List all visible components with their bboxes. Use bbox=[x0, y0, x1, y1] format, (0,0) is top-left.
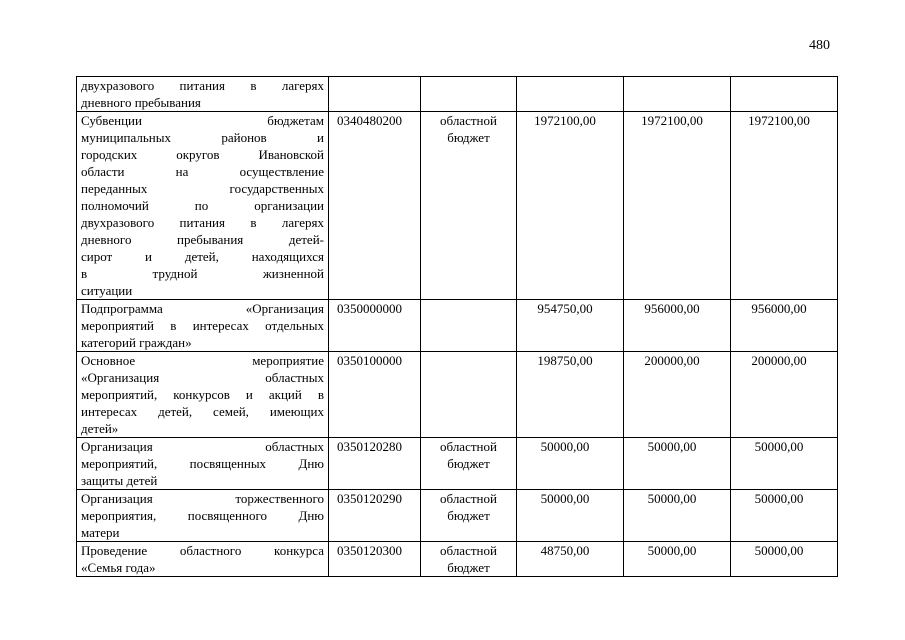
item-name-cell bbox=[77, 490, 329, 542]
item-name-cell bbox=[77, 542, 329, 577]
amount-year-2-cell: 50000,00 bbox=[624, 542, 731, 577]
item-name-line: дневного пребывания детей- bbox=[81, 232, 324, 247]
item-name-line: двухразового питания в лагерях bbox=[81, 78, 324, 93]
item-name-line: категорий граждан» bbox=[81, 335, 192, 350]
item-name-line: «Семья года» bbox=[81, 560, 156, 575]
item-name-line: матери bbox=[81, 525, 120, 540]
table-row bbox=[77, 300, 838, 352]
amount-year-3-cell: 956000,00 bbox=[731, 300, 838, 352]
budget-code-cell: 0340480200 bbox=[329, 112, 421, 300]
item-name-line: «Организация областных bbox=[81, 370, 324, 385]
amount-year-1-cell: 954750,00 bbox=[517, 300, 624, 352]
item-name-line: Организация торжественного bbox=[81, 491, 324, 506]
funding-source-line: областной bbox=[440, 113, 497, 128]
amount-year-2-cell bbox=[624, 77, 731, 112]
funding-source-line: бюджет bbox=[447, 456, 490, 471]
amount-year-3-cell: 50000,00 bbox=[731, 490, 838, 542]
amount-year-3-cell: 200000,00 bbox=[731, 352, 838, 438]
funding-source-cell bbox=[421, 542, 517, 577]
item-name-line: ситуации bbox=[81, 283, 133, 298]
funding-source-cell bbox=[421, 300, 517, 352]
funding-source-line: бюджет bbox=[447, 508, 490, 523]
item-name-cell bbox=[77, 300, 329, 352]
amount-year-1-cell bbox=[517, 77, 624, 112]
item-name-cell bbox=[77, 112, 329, 300]
item-name-line: в трудной жизненной bbox=[81, 266, 324, 281]
budget-table bbox=[76, 76, 838, 577]
item-name-line: мероприятия, посвященного Дню bbox=[81, 508, 324, 523]
item-name-line: полномочий по организации bbox=[81, 198, 324, 213]
table-row bbox=[77, 77, 838, 112]
budget-code-cell: 0350000000 bbox=[329, 300, 421, 352]
amount-year-2-cell: 1972100,00 bbox=[624, 112, 731, 300]
amount-year-2-cell: 50000,00 bbox=[624, 490, 731, 542]
budget-code-cell: 0350120300 bbox=[329, 542, 421, 577]
funding-source-cell bbox=[421, 490, 517, 542]
amount-year-3-cell: 1972100,00 bbox=[731, 112, 838, 300]
budget-code-cell bbox=[329, 77, 421, 112]
item-name-line: мероприятий в интересах отдельных bbox=[81, 318, 324, 333]
amount-year-1-cell: 1972100,00 bbox=[517, 112, 624, 300]
item-name-line: области на осуществление bbox=[81, 164, 324, 179]
table-row bbox=[77, 352, 838, 438]
funding-source-line: областной bbox=[440, 439, 497, 454]
item-name-line: мероприятий, посвященных Дню bbox=[81, 456, 324, 471]
funding-source-line: областной bbox=[440, 543, 497, 558]
item-name-line: сирот и детей, находящихся bbox=[81, 249, 324, 264]
funding-source-cell bbox=[421, 438, 517, 490]
item-name-cell bbox=[77, 352, 329, 438]
item-name-line: Организация областных bbox=[81, 439, 324, 454]
funding-source-cell bbox=[421, 77, 517, 112]
funding-source-line: областной bbox=[440, 491, 497, 506]
amount-year-2-cell: 50000,00 bbox=[624, 438, 731, 490]
item-name-line: мероприятий, конкурсов и акций в bbox=[81, 387, 324, 402]
item-name-line: защиты детей bbox=[81, 473, 158, 488]
amount-year-1-cell: 198750,00 bbox=[517, 352, 624, 438]
table-row bbox=[77, 112, 838, 300]
budget-code-cell: 0350120290 bbox=[329, 490, 421, 542]
item-name-line: интересах детей, семей, имеющих bbox=[81, 404, 324, 419]
budget-code-cell: 0350120280 bbox=[329, 438, 421, 490]
table-row bbox=[77, 438, 838, 490]
funding-source-cell bbox=[421, 112, 517, 300]
page-number: 480 bbox=[809, 38, 830, 53]
table-row bbox=[77, 542, 838, 577]
budget-table-body bbox=[77, 77, 838, 577]
table-row bbox=[77, 490, 838, 542]
amount-year-3-cell: 50000,00 bbox=[731, 542, 838, 577]
funding-source-line: бюджет bbox=[447, 560, 490, 575]
item-name-line: Субвенции бюджетам bbox=[81, 113, 324, 128]
item-name-line: переданных государственных bbox=[81, 181, 324, 196]
amount-year-1-cell: 48750,00 bbox=[517, 542, 624, 577]
item-name-cell bbox=[77, 77, 329, 112]
item-name-line: детей» bbox=[81, 421, 119, 436]
funding-source-cell bbox=[421, 352, 517, 438]
item-name-line: муниципальных районов и bbox=[81, 130, 324, 145]
amount-year-2-cell: 956000,00 bbox=[624, 300, 731, 352]
item-name-line: Проведение областного конкурса bbox=[81, 543, 324, 558]
item-name-cell bbox=[77, 438, 329, 490]
item-name-line: дневного пребывания bbox=[81, 95, 201, 110]
item-name-line: Подпрограмма «Организация bbox=[81, 301, 324, 316]
item-name-line: двухразового питания в лагерях bbox=[81, 215, 324, 230]
amount-year-3-cell bbox=[731, 77, 838, 112]
item-name-line: Основное мероприятие bbox=[81, 353, 324, 368]
amount-year-1-cell: 50000,00 bbox=[517, 490, 624, 542]
budget-code-cell: 0350100000 bbox=[329, 352, 421, 438]
item-name-line: городских округов Ивановской bbox=[81, 147, 324, 162]
funding-source-line: бюджет bbox=[447, 130, 490, 145]
amount-year-3-cell: 50000,00 bbox=[731, 438, 838, 490]
amount-year-1-cell: 50000,00 bbox=[517, 438, 624, 490]
amount-year-2-cell: 200000,00 bbox=[624, 352, 731, 438]
